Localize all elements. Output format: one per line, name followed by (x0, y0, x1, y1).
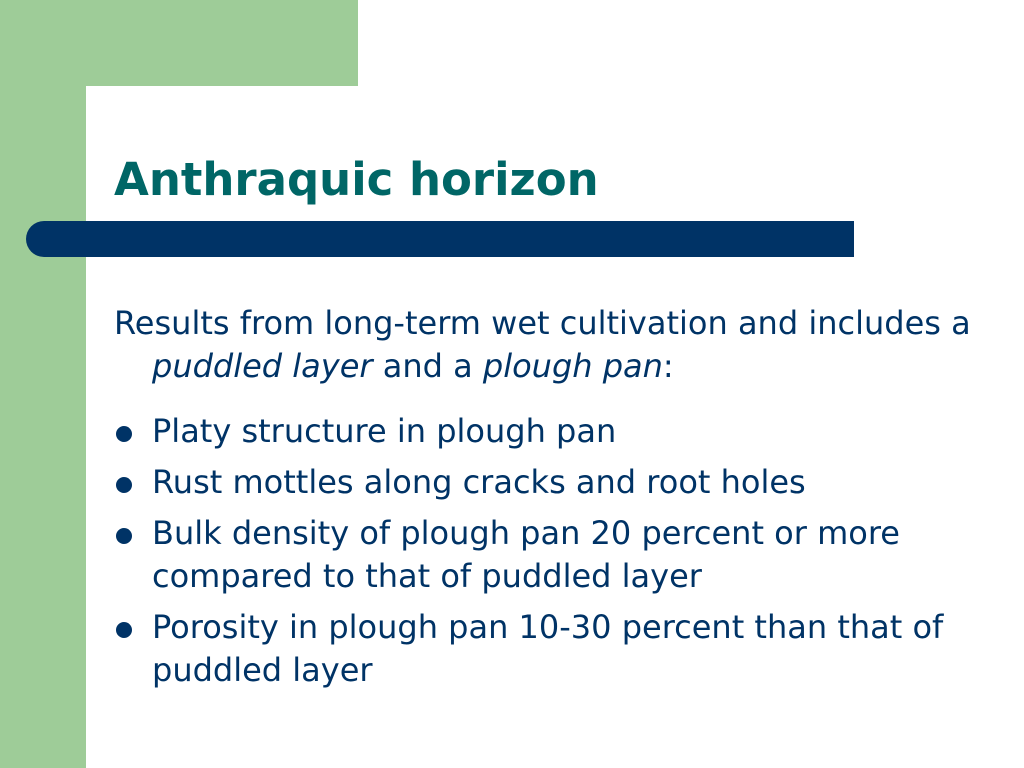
intro-text-2: and a (372, 347, 483, 385)
intro-emphasis-puddled-layer: puddled layer (152, 347, 373, 385)
bullet-text: Porosity in plough pan 10-30 percent than that of puddled layer (152, 608, 944, 689)
slide-title: Anthraquic horizon (114, 153, 599, 206)
bullet-item (114, 410, 994, 453)
bullet-text: Platy structure in plough pan (152, 412, 617, 450)
bullet-item (114, 606, 994, 692)
intro-text-1: Results from long-term wet cultivation and includes a (114, 304, 971, 342)
intro-paragraph (114, 302, 994, 388)
intro-text-3: : (662, 347, 674, 385)
bullet-list (114, 410, 994, 692)
bullet-dot-icon (116, 477, 132, 493)
title-underline-bar (26, 221, 854, 257)
bullet-dot-icon (116, 622, 132, 638)
green-side-band (0, 0, 86, 768)
bullet-dot-icon (116, 528, 132, 544)
green-top-band (0, 0, 358, 86)
intro-emphasis-plough-pan: plough pan (482, 347, 663, 385)
bullet-item (114, 461, 994, 504)
slide-body (114, 302, 994, 692)
bullet-text: Bulk density of plough pan 20 percent or more compared to that of puddled layer (152, 514, 900, 595)
bullet-text: Rust mottles along cracks and root holes (152, 463, 806, 501)
bullet-dot-icon (116, 426, 132, 442)
bullet-item (114, 512, 994, 598)
